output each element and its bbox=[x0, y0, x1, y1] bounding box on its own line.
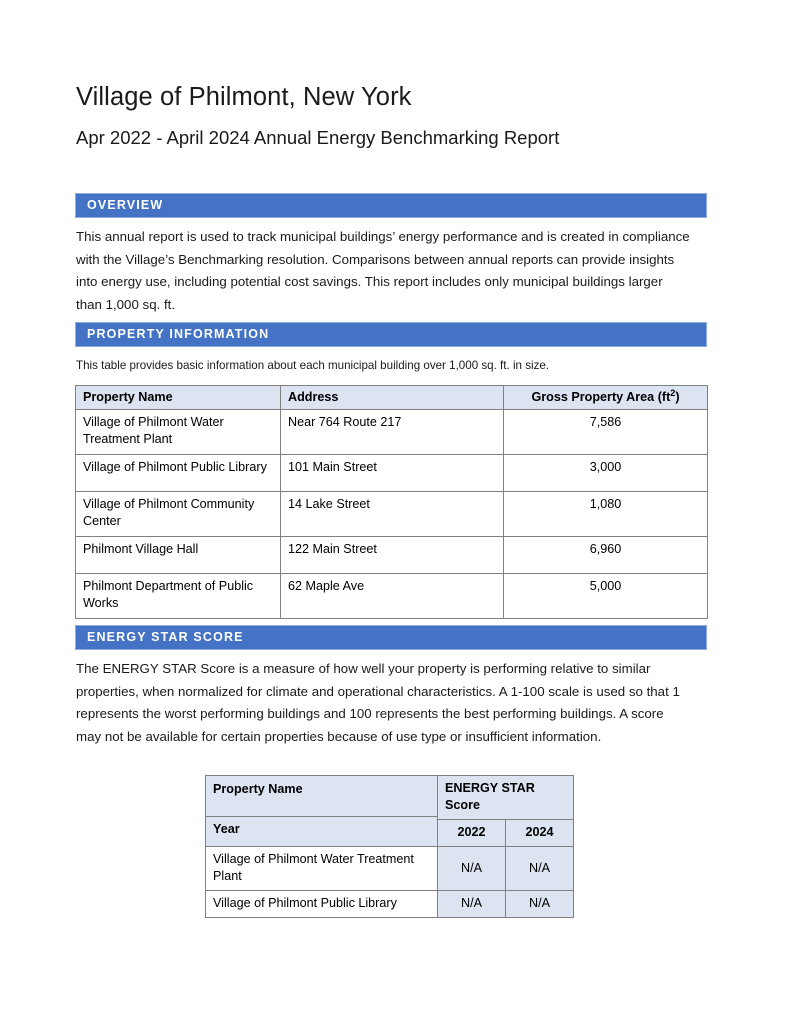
table-row bbox=[76, 492, 708, 537]
section-header-property-information bbox=[75, 322, 707, 347]
cell-score-2024: N/A bbox=[506, 891, 574, 918]
cell-property-name: Village of Philmont Water Treatment Plant bbox=[206, 847, 438, 891]
section-header-overview-label: OVERVIEW bbox=[87, 198, 164, 213]
table-header-row-group bbox=[206, 776, 574, 820]
cell-property-name: Philmont Department of Public Works bbox=[76, 574, 281, 619]
section-header-energy-star-score-label: ENERGY STAR SCORE bbox=[87, 630, 244, 645]
cell-score-2022: N/A bbox=[438, 891, 506, 918]
table-header-row bbox=[76, 386, 708, 410]
cell-score-2024: N/A bbox=[506, 847, 574, 891]
column-header-gross-property-area bbox=[504, 386, 708, 410]
section-header-energy-star-score bbox=[75, 625, 707, 650]
cell-gross-property-area: 1,080 bbox=[504, 492, 708, 537]
energy-star-score-table bbox=[205, 775, 574, 918]
property-information-table bbox=[75, 385, 708, 619]
column-header-year-2022: 2022 bbox=[438, 820, 506, 847]
column-header-area-superscript: 2 bbox=[670, 387, 676, 398]
page-subtitle: Apr 2022 - April 2024 Annual Energy Benchmarking Report bbox=[76, 127, 560, 148]
cell-property-name: Philmont Village Hall bbox=[76, 537, 281, 574]
property-information-note: This table provides basic information about each municipal building over 1,000 sq. ft. in size. bbox=[76, 359, 550, 372]
column-header-area-suffix: ) bbox=[675, 390, 680, 404]
cell-address: 14 Lake Street bbox=[281, 492, 504, 537]
column-header-area-prefix: Gross Property Area (ft bbox=[531, 390, 671, 404]
cell-property-name: Village of Philmont Public Library bbox=[76, 455, 281, 492]
cell-property-name: Village of Philmont Public Library bbox=[206, 891, 438, 918]
column-header-year-2024: 2024 bbox=[506, 820, 574, 847]
cell-property-name: Village of Philmont Community Center bbox=[76, 492, 281, 537]
cell-gross-property-area: 6,960 bbox=[504, 537, 708, 574]
cell-address: 62 Maple Ave bbox=[281, 574, 504, 619]
cell-address: 101 Main Street bbox=[281, 455, 504, 492]
table-row bbox=[76, 574, 708, 619]
column-header-property-name-text: Property Name bbox=[213, 782, 303, 796]
cell-property-name: Village of Philmont Water Treatment Plant bbox=[76, 410, 281, 455]
section-header-property-information-label: PROPERTY INFORMATION bbox=[87, 327, 270, 342]
overview-paragraph: This annual report is used to track municipal buildings’ energy performance and is created in compliance with the Village’s Benchmarking resolution. Comparisons between annual reports can provide insights into energy use, including potential cost savings. This report includes only municipal buildings larger than 1,000 sq. ft. bbox=[76, 229, 690, 312]
row-header-year: Year bbox=[206, 816, 437, 845]
cell-address: Near 764 Route 217 bbox=[281, 410, 504, 455]
energy-star-score-paragraph: The ENERGY STAR Score is a measure of how well your property is performing relative to similar properties, when normalized for climate and operational characteristics. A 1-100 scale is used so that 1 represents the worst performing buildings and 100 represents the best performing buildings. A score may not be available for certain properties because of use type or insufficient information. bbox=[76, 661, 680, 744]
table-row bbox=[76, 537, 708, 574]
cell-address: 122 Main Street bbox=[281, 537, 504, 574]
table-row bbox=[76, 410, 708, 455]
column-header-property-name bbox=[206, 776, 438, 847]
cell-gross-property-area: 5,000 bbox=[504, 574, 708, 619]
page-title: Village of Philmont, New York bbox=[76, 83, 412, 111]
column-header-address: Address bbox=[281, 386, 504, 410]
section-header-overview bbox=[75, 193, 707, 218]
cell-gross-property-area: 7,586 bbox=[504, 410, 708, 455]
column-header-energy-star-score-group: ENERGY STAR Score bbox=[438, 776, 574, 820]
column-header-property-name: Property Name bbox=[76, 386, 281, 410]
table-row bbox=[206, 847, 574, 891]
cell-score-2022: N/A bbox=[438, 847, 506, 891]
table-row bbox=[76, 455, 708, 492]
table-row bbox=[206, 891, 574, 918]
cell-gross-property-area: 3,000 bbox=[504, 455, 708, 492]
